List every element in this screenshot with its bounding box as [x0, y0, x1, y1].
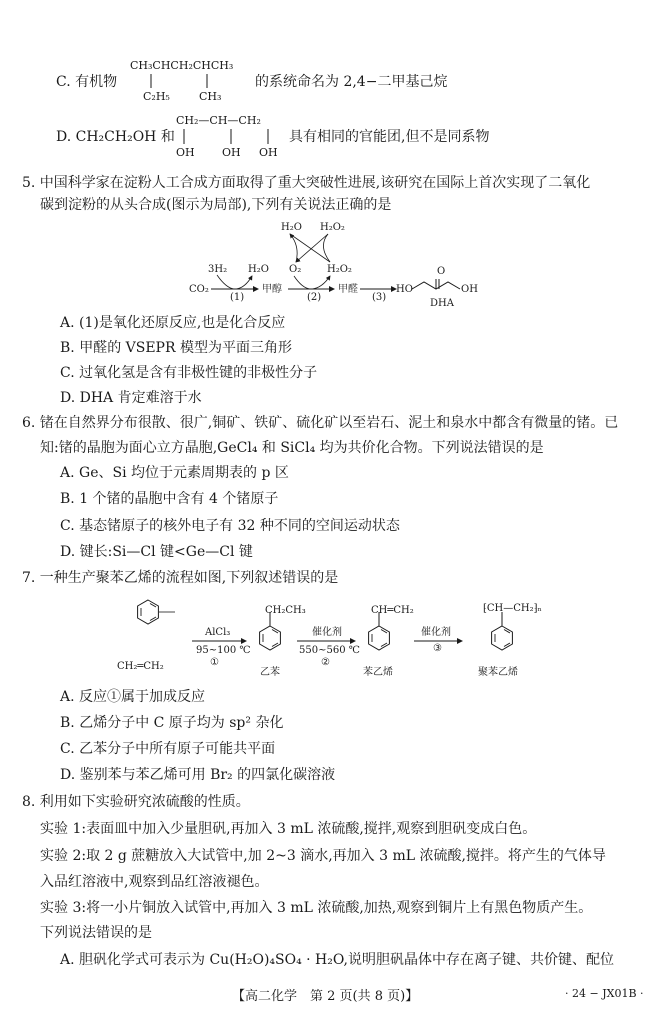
q4-d-oh-3: OH	[259, 146, 278, 159]
q6-option-b: B. 1 个锗的晶胞中含有 4 个锗原子	[60, 491, 279, 507]
q4-d-oh-1: OH	[176, 146, 195, 159]
q6-stem-line2: 知:锗的晶胞为面心立方晶胞,GeCl₄ 和 SiCl₄ 均为共价化合物。下列说法错误的是	[40, 440, 544, 456]
q7-temp-1: 95~100 ℃	[196, 645, 251, 656]
q5-step2-label: (2)	[307, 292, 322, 303]
q5-formaldehyde-label: 甲醛	[338, 284, 358, 295]
q5-option-c: C. 过氧化氢是含有非极性键的非极性分子	[60, 365, 318, 381]
q7-temp-2: 550~560 ℃	[299, 645, 360, 656]
q8-experiment-2-line2: 入品红溶液中,观察到品红溶液褪色。	[40, 874, 269, 890]
q4-option-c-prefix: C. 有机物	[56, 74, 118, 90]
q7-alcl3: AlCl₃	[205, 627, 231, 638]
q4-c-main-chain: CH₃CHCH₂CHCH₃	[130, 59, 234, 72]
q5-option-b: B. 甲醛的 VSEPR 模型为平面三角形	[60, 340, 292, 356]
q5-cycle-h2o2: H₂O₂	[320, 222, 345, 233]
q7-polymer-chain: ⁅CH—CH₂⁆ₙ	[483, 603, 542, 614]
q8-experiment-3: 实验 3:将一小片铜放入试管中,再加入 3 mL 浓硫酸,加热,观察到铜片上有黑色物质产生。	[40, 900, 593, 916]
q5-dha-label: DHA	[430, 298, 454, 309]
q7-catalyst-1: 催化剂	[312, 627, 342, 638]
q4-c-methyl: CH₃	[199, 90, 222, 103]
q6-option-d: D. 键长:Si—Cl 键<Ge—Cl 键	[60, 544, 253, 560]
q4-option-c-suffix: 的系统命名为 2,4−二甲基己烷	[255, 74, 448, 90]
q5-h2o-product: H₂O	[248, 264, 269, 275]
q4-d-oh-2: OH	[222, 146, 241, 159]
q7-option-b: B. 乙烯分子中 C 原子均为 sp² 杂化	[60, 715, 284, 731]
q7-benzene-ring	[138, 600, 159, 624]
q5-option-a: A. (1)是氧化还原反应,也是化合反应	[60, 315, 286, 331]
q8-stem: 8. 利用如下实验研究浓硫酸的性质。	[22, 794, 250, 810]
page-footer-code: · 24 − JX01B ·	[565, 987, 644, 1000]
q5-stem-line2: 碳到淀粉的从头合成(图示为局部),下列有关说法正确的是	[40, 197, 392, 213]
q6-option-a: A. Ge、Si 均位于元素周期表的 p 区	[60, 465, 289, 481]
q7-ethyl-group: CH₂CH₃	[265, 605, 306, 616]
q8-question: 下列说法错误的是	[40, 925, 152, 941]
q5-dha-oh: OH	[461, 284, 478, 295]
q7-reaction-scheme	[0, 0, 1, 1]
q7-step3-label: ③	[433, 643, 442, 654]
q7-ethylbenzene-ring	[260, 612, 281, 650]
q5-dha-carbonyl-o: O	[437, 266, 446, 277]
q5-co2-label: CO₂	[189, 284, 209, 295]
q7-catalyst-2: 催化剂	[421, 627, 451, 638]
page-footer-center: 【高二化学 第 2 页(共 8 页)】	[232, 989, 419, 1004]
q7-ethylbenzene-label: 乙苯	[260, 667, 280, 678]
q5-cycle-h2o: H₂O	[281, 222, 302, 233]
q5-h2-reactant: 3H₂	[208, 264, 228, 275]
q4-c-ethyl: C₂H₅	[143, 90, 170, 103]
q5-methanol-label: 甲醇	[262, 284, 282, 295]
q7-stem: 7. 一种生产聚苯乙烯的流程如图,下列叙述错误的是	[22, 570, 339, 586]
q4-d-glycerol-chain: CH₂—CH—CH₂	[176, 114, 261, 127]
q7-polystyrene-ring	[492, 612, 513, 650]
q5-step1-label: (1)	[230, 292, 245, 303]
q5-option-d: D. DHA 肯定难溶于水	[60, 390, 202, 406]
q8-experiment-2-line1: 实验 2:取 2 g 蔗糖放入大试管中,加 2~3 滴水,再加入 3 mL 浓硫酸,搅拌。将产生的气体导	[40, 848, 606, 864]
q7-option-a: A. 反应①属于加成反应	[60, 689, 206, 705]
q5-h2o2-label: H₂O₂	[327, 264, 352, 275]
q7-styrene-label: 苯乙烯	[363, 667, 393, 678]
q7-vinyl-group: CH═CH₂	[371, 605, 414, 616]
q5-dha-ho: HO	[396, 284, 413, 295]
q7-styrene-ring	[369, 612, 390, 650]
q7-step1-label: ①	[210, 657, 219, 668]
q7-step2-label: ②	[321, 657, 330, 668]
q5-stem-line1: 5. 中国科学家在淀粉人工合成方面取得了重大突破性进展,该研究在国际上首次实现了二氧化	[22, 175, 591, 191]
q8-option-a: A. 胆矾化学式可表示为 Cu(H₂O)₄SO₄ · H₂O,说明胆矾晶体中存在离子键、共价键、配位	[60, 952, 614, 968]
q7-polystyrene-label: 聚苯乙烯	[478, 667, 518, 678]
q5-step3-label: (3)	[372, 292, 387, 303]
q5-o2-label: O₂	[289, 264, 302, 275]
q7-option-d: D. 鉴别苯与苯乙烯可用 Br₂ 的四氯化碳溶液	[60, 767, 336, 783]
q6-option-c: C. 基态锗原子的核外电子有 32 种不同的空间运动状态	[60, 518, 400, 534]
q6-stem-line1: 6. 锗在自然界分布很散、很广,铜矿、铁矿、硫化矿以至岩石、泥土和泉水中都含有微量的锗。已	[22, 415, 619, 431]
q7-ethylene: CH₂═CH₂	[117, 661, 164, 672]
q8-experiment-1: 实验 1:表面皿中加入少量胆矾,再加入 3 mL 浓硫酸,搅拌,观察到胆矾变成白色。	[40, 821, 537, 837]
q4-option-d-prefix: D. CH₂CH₂OH 和	[56, 129, 175, 145]
q7-option-c: C. 乙苯分子中所有原子可能共平面	[60, 741, 276, 757]
q4-option-d-suffix: 具有相同的官能团,但不是同系物	[289, 129, 490, 145]
